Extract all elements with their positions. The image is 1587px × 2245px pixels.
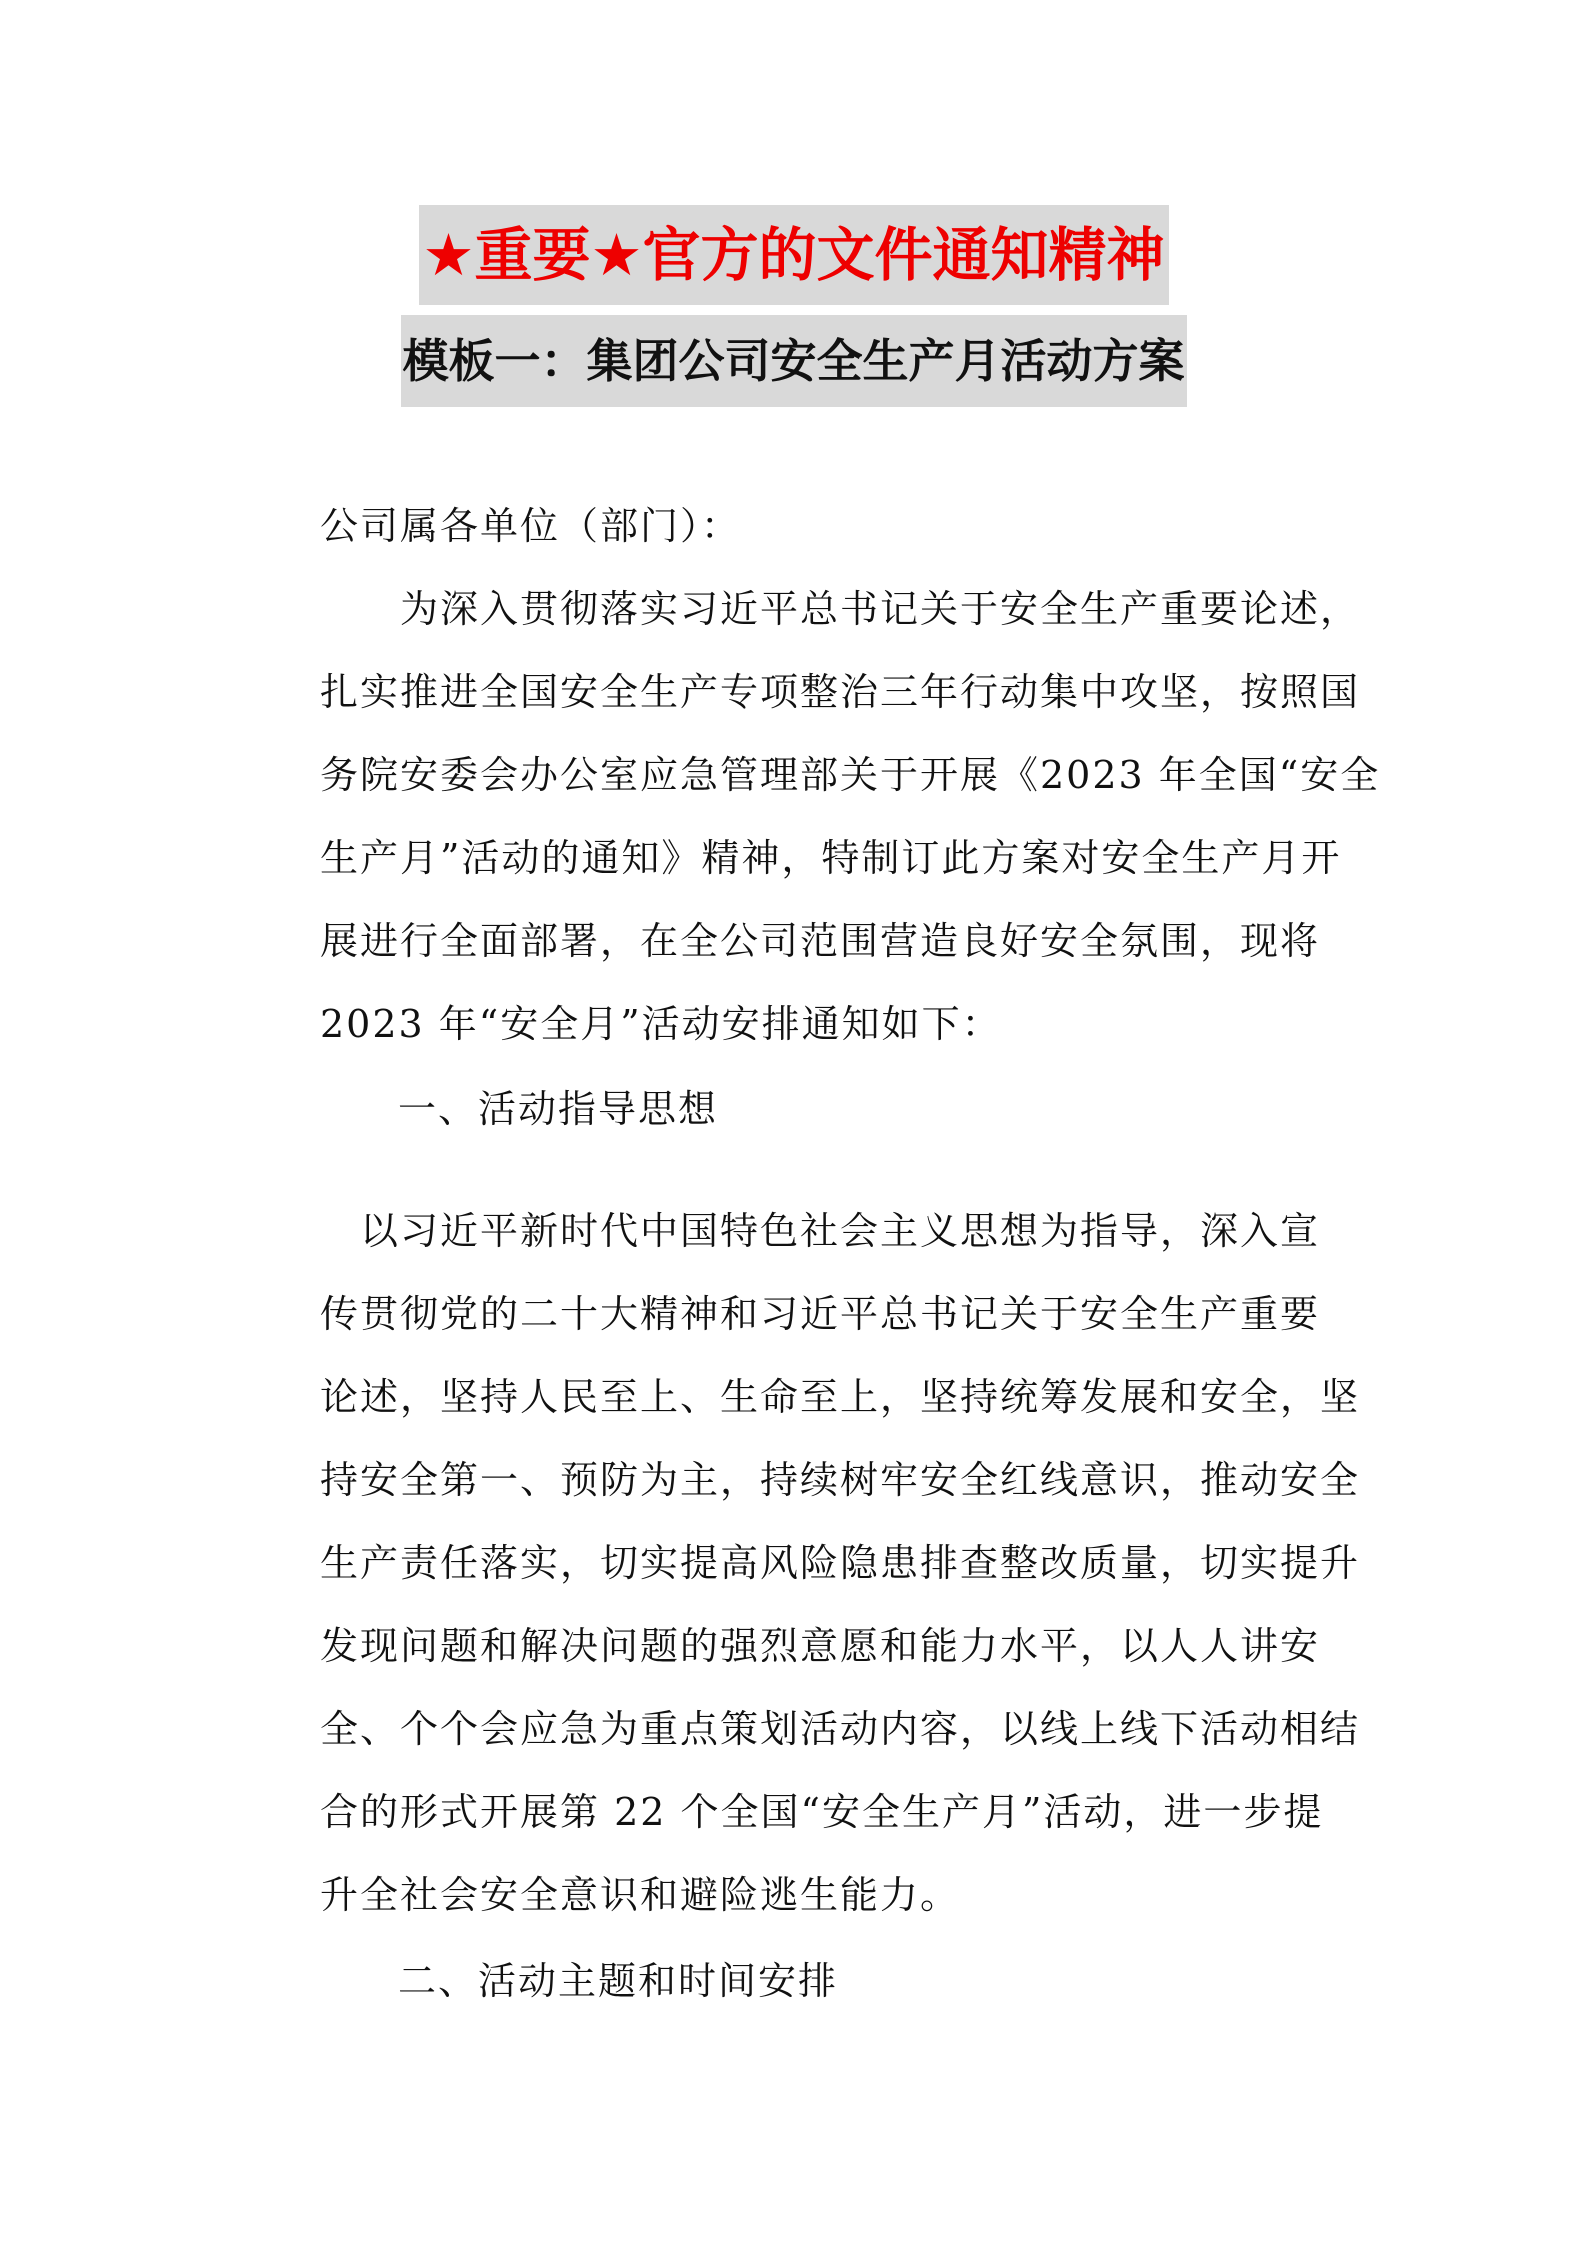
- document-title: ★重要★官方的文件通知精神: [419, 205, 1169, 305]
- paragraph-guiding-thought: [320, 1190, 1361, 1937]
- paragraph-line: 合的形式开展第 22 个全国“安全生产月”活动，进一步提: [320, 1790, 1324, 1834]
- section-heading-1: 一、活动指导思想: [398, 1087, 719, 1131]
- paragraph-line: 生产月”活动的通知》精神，特制订此方案对安全生产月开: [320, 836, 1342, 880]
- paragraph-line: 论述，坚持人民至上、生命至上，坚持统筹发展和安全，坚: [320, 1375, 1361, 1419]
- subtitle-block: [0, 315, 1587, 407]
- paragraph-line: 展进行全面部署，在全公司范围营造良好安全氛围，现将: [320, 919, 1321, 963]
- paragraph-line: 2023 年“安全月”活动安排通知如下：: [320, 1002, 1002, 1046]
- paragraph-line: 生产责任落实，切实提高风险隐患排查整改质量，切实提升: [320, 1541, 1361, 1585]
- paragraph-line: 全、个个会应急为重点策划活动内容，以线上线下活动相结: [320, 1707, 1361, 1751]
- paragraph-line: 发现问题和解决问题的强烈意愿和能力水平，以人人讲安: [320, 1624, 1321, 1668]
- paragraph-line: 传贯彻党的二十大精神和习近平总书记关于安全生产重要: [320, 1292, 1321, 1336]
- paragraph-line: 升全社会安全意识和避险逃生能力。: [320, 1873, 961, 1917]
- title-block: [0, 205, 1587, 305]
- paragraph-intro: [320, 568, 1381, 1066]
- paragraph-line: 持安全第一、预防为主，持续树牢安全红线意识，推动安全: [320, 1458, 1361, 1502]
- paragraph-line: 扎实推进全国安全生产专项整治三年行动集中攻坚，按照国: [320, 670, 1361, 714]
- paragraph-line: 务院安委会办公室应急管理部关于开展《2023 年全国“安全: [320, 753, 1381, 797]
- document-subtitle: 模板一：集团公司安全生产月活动方案: [401, 315, 1187, 407]
- paragraph-line: 以习近平新时代中国特色社会主义思想为指导，深入宣: [320, 1209, 1321, 1253]
- salutation: 公司属各单位（部门）：: [320, 504, 742, 548]
- section-heading-2: 二、活动主题和时间安排: [398, 1959, 839, 2003]
- paragraph-line: 为深入贯彻落实习近平总书记关于安全生产重要论述，: [320, 587, 1361, 631]
